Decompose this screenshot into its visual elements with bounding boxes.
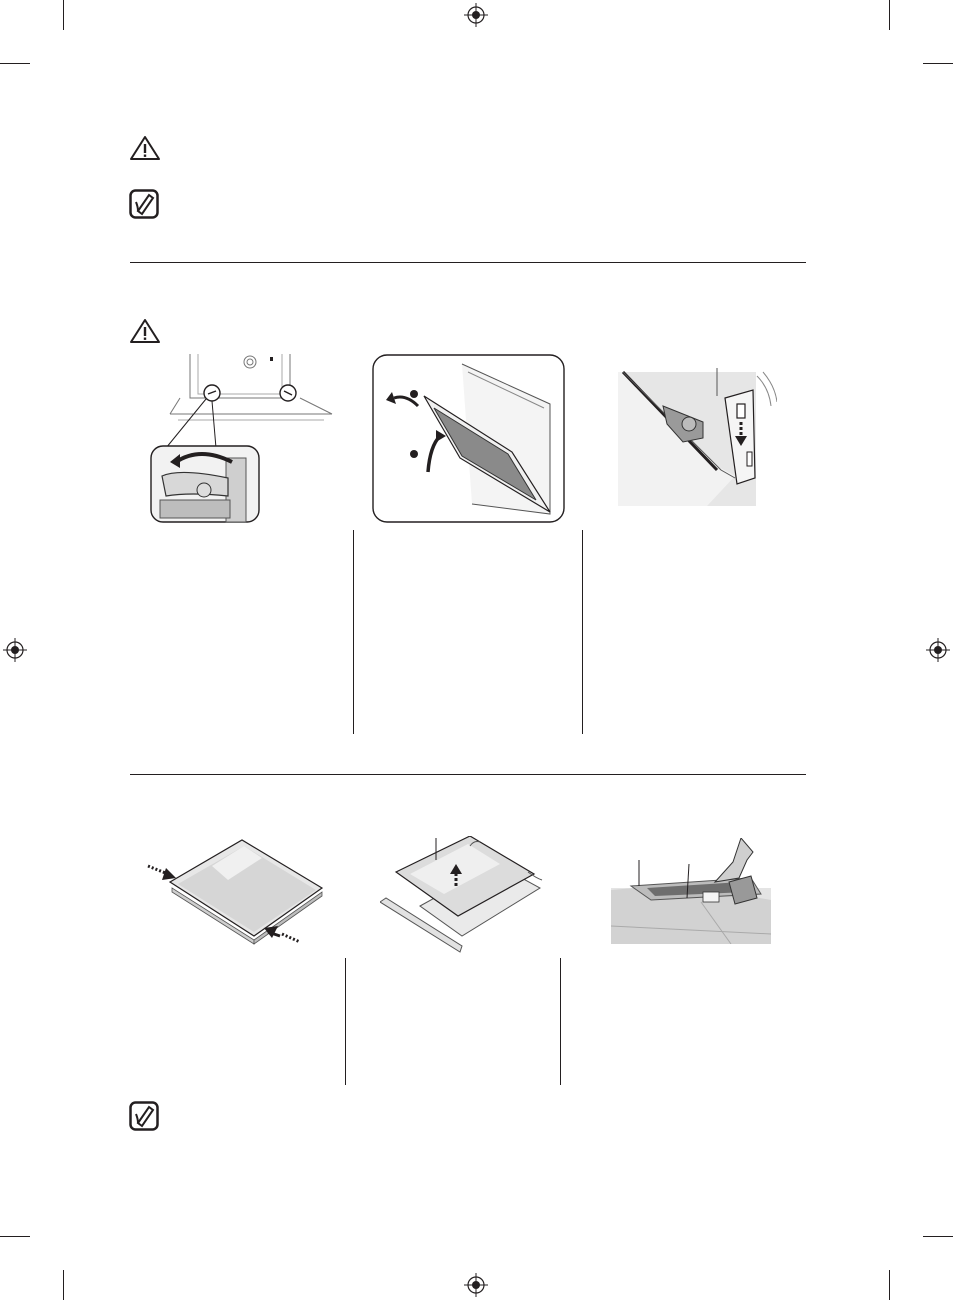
column-divider xyxy=(345,958,346,1085)
crop-mark-top-right-h xyxy=(923,63,953,64)
caution-triangle-icon xyxy=(129,318,161,344)
caution-triangle-icon xyxy=(129,135,161,161)
crop-mark-bottom-left-h xyxy=(0,1236,30,1237)
crop-mark-bottom-right-h xyxy=(923,1236,953,1237)
glass-lift-removal-illustration xyxy=(380,836,555,958)
hinge-clip-closeup-illustration xyxy=(617,366,777,508)
glass-clip-position-illustration xyxy=(611,838,771,944)
crop-mark-top-left-h xyxy=(0,63,30,64)
section-divider xyxy=(130,262,806,263)
note-pencil-icon xyxy=(129,1101,159,1131)
registration-mark-icon xyxy=(926,638,950,662)
door-removal-angle-illustration xyxy=(372,354,565,523)
column-divider xyxy=(560,958,561,1085)
column-divider xyxy=(582,530,583,734)
crop-mark-top-right-v xyxy=(889,0,890,30)
crop-mark-bottom-right-v xyxy=(889,1270,890,1300)
registration-mark-icon xyxy=(464,1273,488,1297)
note-pencil-icon xyxy=(129,189,159,219)
registration-mark-icon xyxy=(3,638,27,662)
crop-mark-bottom-left-v xyxy=(63,1270,64,1300)
door-glass-press-illustration xyxy=(142,832,332,948)
crop-mark-top-left-v xyxy=(63,0,64,30)
door-hinge-lever-illustration xyxy=(140,350,340,526)
section-divider xyxy=(130,774,806,775)
column-divider xyxy=(353,530,354,734)
registration-mark-icon xyxy=(464,3,488,27)
